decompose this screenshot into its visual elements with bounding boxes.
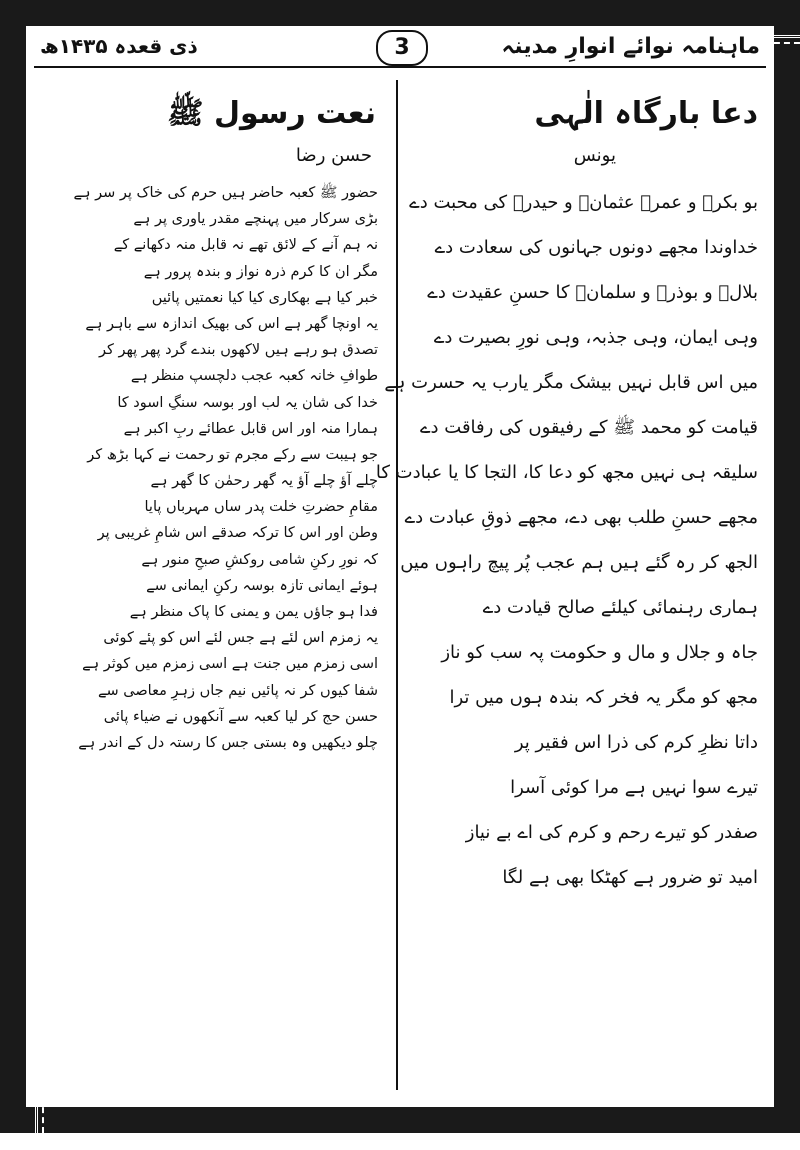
dua-line: جاہ و جلال و مال و حکومت پہ سب کو ناز bbox=[441, 642, 758, 663]
naat-line: شفا کیوں کر نہ پائیں نیم جاں زہرِ معاصی سے bbox=[98, 682, 378, 699]
naat-line: طوافِ خانہ کعبہ عجب دلچسپ منظر ہے bbox=[130, 368, 378, 385]
dua-line: صفدر کو تیرے رحم و کرم کی اے بے نیاز bbox=[465, 822, 758, 843]
dua-line: میں اس قابل نہیں بیشک مگر یارب یہ حسرت ہے bbox=[384, 372, 758, 393]
dua-column bbox=[375, 88, 766, 900]
naat-line: کہ نورِ رکنِ شامی روکشِ صبحِ منور ہے bbox=[141, 551, 378, 568]
dua-line: بو بکرؓ و عمرؓ عثمانؓ و حیدرؓ کی محبت دے bbox=[409, 192, 758, 213]
page bbox=[34, 30, 766, 1103]
naat-line: نہ ہم آنے کے لائق تھے نہ قابل منہ دکھانے کے bbox=[113, 237, 378, 254]
dua-line: تیرے سوا نہیں ہے مرا کوئی آسرا bbox=[510, 777, 758, 798]
naat-line: چلے آؤ چلے آؤ یہ گھر رحمٰن کا گھر ہے bbox=[150, 473, 378, 490]
page-number: 3 bbox=[376, 30, 428, 66]
dua-lines bbox=[375, 180, 766, 900]
naat-line: فدا ہو جاؤں یمن و یمنی کا پاک منظر ہے bbox=[129, 604, 378, 620]
dua-line: داتا نظرِ کرم کی ذرا اس فقیر پر bbox=[514, 732, 758, 753]
naat-line: اسی زمزم میں جنت ہے اسی زمزم میں کوثر ہے bbox=[82, 656, 378, 673]
dua-line: امید تو ضرور ہے کھٹکا بھی ہے لگا bbox=[502, 867, 758, 888]
dua-line: خداوندا مجھے دونوں جہانوں کی سعادت دے bbox=[434, 237, 758, 258]
dua-line: مجھے حسنِ طلب بھی دے، مجھے ذوقِ عبادت دے bbox=[404, 507, 758, 528]
page-header bbox=[34, 30, 766, 64]
dua-line: الجھ کر رہ گئے ہیں ہم عجب پُر پیچ راہوں میں bbox=[400, 552, 758, 573]
dua-line: ہماری رہنمائی کیلئے صالح قیادت دے bbox=[482, 597, 758, 618]
naat-line: مقامِ حضرتِ خلت پدر ساں مہرباں پایا bbox=[144, 499, 378, 516]
issue-date: ذی قعدہ ۱۴۳۵ھ bbox=[40, 34, 198, 58]
dua-line: بلالؓ و بوذرؓ و سلمانؓ کا حسنِ عقیدت دے bbox=[427, 282, 758, 303]
magazine-title: ماہنامہ نوائے انوارِ مدینہ bbox=[501, 34, 760, 59]
naat-lines bbox=[34, 180, 384, 756]
dua-line: وہی ایمان، وہی جذبہ، وہی نورِ بصیرت دے bbox=[433, 327, 758, 348]
dua-line: سلیقہ ہی نہیں مجھ کو دعا کا، التجا کا یا عبادت کا bbox=[375, 462, 758, 483]
naat-line: تصدق ہو رہے ہیں لاکھوں بندے گرد پھر پھر کر bbox=[98, 342, 378, 359]
naat-line: خدا کی شان یہ لب اور بوسہ سنگِ اسود کا bbox=[117, 394, 378, 411]
naat-line: یہ زمزم اس لئے ہے جس لئے اس کو پئے کوئی bbox=[103, 630, 378, 647]
naat-author: حسن رضا bbox=[295, 145, 372, 166]
naat-line: وطن اور اس کا ترکہ صدقے اس شامِ غریبی پر bbox=[97, 525, 378, 542]
naat-line: ہوئے ایمانی تازہ بوسہ رکنِ ایمانی سے bbox=[146, 577, 378, 594]
dua-line: مجھ کو مگر یہ فخر کہ بندہ ہوں میں ترا bbox=[449, 687, 758, 708]
naat-line: مگر ان کا کرم ذرہ نواز و بندہ پرور ہے bbox=[143, 263, 378, 280]
naat-title: نعت رسول ﷺ bbox=[167, 96, 376, 131]
naat-column bbox=[34, 88, 384, 756]
naat-line: ہمارا منہ اور اس قابل عطائے ربِ اکبر ہے bbox=[123, 420, 378, 437]
column-divider bbox=[396, 80, 398, 1090]
dua-title: دعا بارگاہ الٰہی bbox=[534, 96, 758, 131]
naat-line: جو ہیبت سے رکے مجرم تو رحمت نے کہا بڑھ کر bbox=[87, 446, 378, 463]
dua-author: یونس bbox=[573, 145, 616, 166]
dua-line: قیامت کو محمد ﷺ کے رفیقوں کی رفاقت دے bbox=[419, 417, 758, 438]
naat-line: حسن حج کر لیا کعبہ سے آنکھوں نے ضیاء پائی bbox=[103, 708, 378, 725]
naat-line: چلو دیکھیں وہ بستی جس کا رستہ دل کے اندر ہے bbox=[78, 734, 378, 751]
header-rule bbox=[34, 66, 766, 68]
naat-line: خبر کیا ہے بھکاری کیا کیا نعمتیں پائیں bbox=[151, 289, 378, 306]
naat-line: حضور ﷺ کعبہ حاضر ہیں حرم کی خاک پر سر ہے bbox=[73, 185, 378, 201]
naat-line: یہ اونچا گھر ہے اس کی بھیک اندازہ سے باہر ہے bbox=[85, 315, 378, 332]
naat-line: بڑی سرکار میں پہنچے مقدر یاوری پر ہے bbox=[133, 211, 378, 228]
